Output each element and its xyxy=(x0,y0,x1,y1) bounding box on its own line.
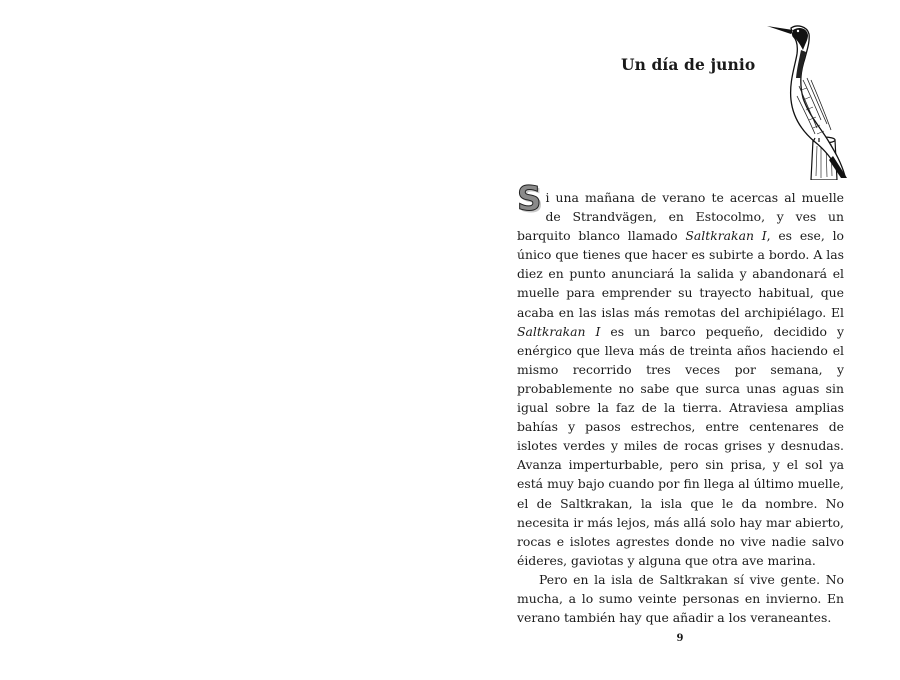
page-number: 9 xyxy=(676,633,684,644)
paragraph-1-part-a: i una mañana de verano te acercas al muelle de Strandvägen, en Estocolmo, y ves un barquito blanco llamado xyxy=(517,190,844,244)
paragraph-2: Pero en la isla de Saltkrakan sí vive gente. No mucha, a lo sumo veinte personas en invierno. En verano también hay que añadir a los veraneantes. xyxy=(517,571,844,626)
chapter-body xyxy=(517,179,844,627)
cormorant-on-post-icon xyxy=(763,20,851,180)
ship-name: Saltkrakan I xyxy=(685,228,767,244)
paragraph-1 xyxy=(517,179,844,570)
drop-cap: S xyxy=(517,179,542,219)
paragraph-1-part-b: , es ese, lo único que tienes que hacer es subirte a bordo. A las diez en punto anunciará la salida y abandonará el muelle para emprender su trayecto habitual, que acaba en las islas más remotas del archipiélago. El xyxy=(517,228,844,320)
chapter-title: Un día de junio xyxy=(621,55,756,74)
paragraph-1-part-c: es un barco pequeño, decidido y enérgico que lleva más de treinta años haciendo el mismo recorrido tres veces por semana, y probablemente no sabe que surca unas aguas sin igual sobre la faz de la tierra. Atraviesa amplias bahías y pasos estrechos, entre centenares de islotes verdes y miles de rocas grises y desnudas. Avanza imperturbable, pero sin prisa, y el sol ya está muy bajo cuando por fin llega al último muelle, el de Saltkrakan, la isla que le da nombre. No necesita ir más lejos, más allá solo hay mar abierto, rocas e islotes agrestes donde no vive nadie salvo éideres, gaviotas y alguna que otra ave marina. xyxy=(517,323,844,568)
right-page xyxy=(505,0,855,680)
ship-name: Saltkrakan I xyxy=(517,323,601,339)
